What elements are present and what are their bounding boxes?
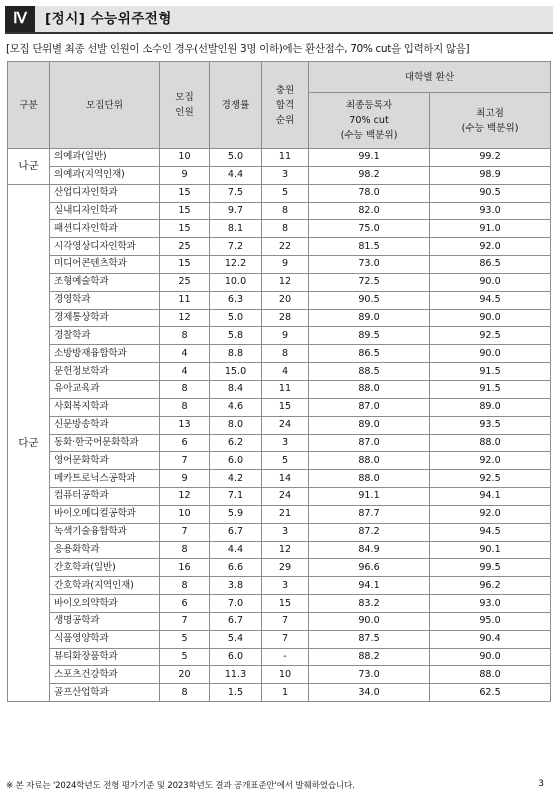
- ratio-cell: 11.3: [210, 666, 262, 684]
- waitlist-cell: 15: [262, 398, 309, 416]
- max-score-cell: 92.0: [430, 452, 551, 470]
- quota-cell: 8: [160, 541, 210, 559]
- table-row: [8, 595, 551, 613]
- ratio-cell: 8.0: [210, 416, 262, 434]
- waitlist-cell: 11: [262, 149, 309, 167]
- cut70-cell: 98.2: [309, 166, 430, 184]
- ratio-cell: 6.7: [210, 612, 262, 630]
- max-score-cell: 86.5: [430, 256, 551, 274]
- waitlist-cell: 20: [262, 291, 309, 309]
- waitlist-cell: 4: [262, 363, 309, 381]
- cut70-cell: 89.0: [309, 309, 430, 327]
- header-ratio: 경쟁률: [210, 62, 262, 149]
- quota-cell: 5: [160, 630, 210, 648]
- table-row: [8, 470, 551, 488]
- dept-cell: 신문방송학과: [50, 416, 160, 434]
- cut70-cell: 89.5: [309, 327, 430, 345]
- max-score-cell: 91.5: [430, 380, 551, 398]
- quota-cell: 7: [160, 452, 210, 470]
- max-score-cell: 93.0: [430, 595, 551, 613]
- header-group: 구분: [8, 62, 50, 149]
- dept-cell: 조형예술학과: [50, 273, 160, 291]
- waitlist-cell: 3: [262, 523, 309, 541]
- dept-cell: 영어문화학과: [50, 452, 160, 470]
- quota-cell: 16: [160, 559, 210, 577]
- waitlist-cell: 8: [262, 220, 309, 238]
- cut70-cell: 88.0: [309, 452, 430, 470]
- table-row: [8, 327, 551, 345]
- waitlist-cell: 15: [262, 595, 309, 613]
- table-row: [8, 345, 551, 363]
- cut70-cell: 75.0: [309, 220, 430, 238]
- dept-cell: 소방방재융합학과: [50, 345, 160, 363]
- cut70-cell: 90.5: [309, 291, 430, 309]
- dept-cell: 메카트로닉스공학과: [50, 470, 160, 488]
- max-score-cell: 90.5: [430, 184, 551, 202]
- dept-cell: 동화·한국어문화학과: [50, 434, 160, 452]
- ratio-cell: 8.8: [210, 345, 262, 363]
- cut70-cell: 87.7: [309, 505, 430, 523]
- ratio-cell: 7.5: [210, 184, 262, 202]
- ratio-cell: 6.7: [210, 523, 262, 541]
- cut70-cell: 78.0: [309, 184, 430, 202]
- max-score-cell: 95.0: [430, 612, 551, 630]
- cut70-cell: 83.2: [309, 595, 430, 613]
- ratio-cell: 5.0: [210, 309, 262, 327]
- ratio-cell: 6.0: [210, 648, 262, 666]
- cut70-cell: 73.0: [309, 256, 430, 274]
- max-score-cell: 90.0: [430, 648, 551, 666]
- quota-cell: 12: [160, 309, 210, 327]
- max-score-cell: 94.5: [430, 291, 551, 309]
- table-row: [8, 202, 551, 220]
- dept-cell: 경찰학과: [50, 327, 160, 345]
- table-row: [8, 149, 551, 167]
- max-score-cell: 92.0: [430, 505, 551, 523]
- quota-cell: 8: [160, 398, 210, 416]
- table-row: [8, 434, 551, 452]
- dept-cell: 유아교육과: [50, 380, 160, 398]
- dept-cell: 바이오메디컬공학과: [50, 505, 160, 523]
- quota-cell: 10: [160, 149, 210, 167]
- quota-cell: 8: [160, 380, 210, 398]
- max-score-cell: 90.4: [430, 630, 551, 648]
- max-score-cell: 93.5: [430, 416, 551, 434]
- ratio-cell: 6.6: [210, 559, 262, 577]
- max-score-cell: 62.5: [430, 684, 551, 702]
- cut70-cell: 90.0: [309, 612, 430, 630]
- quota-cell: 9: [160, 166, 210, 184]
- quota-cell: 12: [160, 488, 210, 506]
- dept-cell: 뷰티화장품학과: [50, 648, 160, 666]
- table-row: [8, 238, 551, 256]
- ratio-cell: 10.0: [210, 273, 262, 291]
- max-score-cell: 89.0: [430, 398, 551, 416]
- table-row: [8, 648, 551, 666]
- header-waitlist: 충원 합격 순위: [262, 62, 309, 149]
- waitlist-cell: 5: [262, 184, 309, 202]
- quota-cell: 8: [160, 684, 210, 702]
- cut70-cell: 82.0: [309, 202, 430, 220]
- quota-cell: 8: [160, 327, 210, 345]
- max-score-cell: 88.0: [430, 666, 551, 684]
- waitlist-cell: 3: [262, 434, 309, 452]
- ratio-cell: 7.1: [210, 488, 262, 506]
- dept-cell: 간호학과(지역인재): [50, 577, 160, 595]
- ratio-cell: 3.8: [210, 577, 262, 595]
- quota-cell: 13: [160, 416, 210, 434]
- quota-cell: 6: [160, 595, 210, 613]
- quota-cell: 5: [160, 648, 210, 666]
- waitlist-cell: 22: [262, 238, 309, 256]
- ratio-cell: 15.0: [210, 363, 262, 381]
- max-score-cell: 93.0: [430, 202, 551, 220]
- ratio-cell: 12.2: [210, 256, 262, 274]
- cut70-cell: 94.1: [309, 577, 430, 595]
- waitlist-cell: 3: [262, 577, 309, 595]
- dept-cell: 패션디자인학과: [50, 220, 160, 238]
- quota-cell: 15: [160, 220, 210, 238]
- ratio-cell: 1.5: [210, 684, 262, 702]
- max-score-cell: 92.5: [430, 470, 551, 488]
- table-row: [8, 523, 551, 541]
- quota-cell: 15: [160, 202, 210, 220]
- quota-cell: 15: [160, 256, 210, 274]
- page-number: 3: [538, 779, 544, 789]
- waitlist-cell: 9: [262, 256, 309, 274]
- table-row: [8, 220, 551, 238]
- table-body: [8, 149, 551, 702]
- cut70-cell: 99.1: [309, 149, 430, 167]
- max-score-cell: 99.2: [430, 149, 551, 167]
- quota-cell: 4: [160, 345, 210, 363]
- ratio-cell: 6.2: [210, 434, 262, 452]
- table-row: [8, 184, 551, 202]
- dept-cell: 간호학과(일반): [50, 559, 160, 577]
- section-header: [5, 6, 553, 34]
- table-row: [8, 398, 551, 416]
- table-row: [8, 505, 551, 523]
- max-score-cell: 96.2: [430, 577, 551, 595]
- dept-cell: 골프산업학과: [50, 684, 160, 702]
- footer-note: ※ 본 자료는 '2024학년도 전형 평가기준 및 2023학년도 결과 공개표준안'에서 발췌하였습니다.: [6, 781, 355, 791]
- waitlist-cell: 1: [262, 684, 309, 702]
- waitlist-cell: 24: [262, 416, 309, 434]
- dept-cell: 경제통상학과: [50, 309, 160, 327]
- table-row: [8, 256, 551, 274]
- max-score-cell: 91.0: [430, 220, 551, 238]
- quota-cell: 11: [160, 291, 210, 309]
- group-label: 다군: [8, 184, 50, 701]
- ratio-cell: 9.7: [210, 202, 262, 220]
- dept-cell: 시각영상디자인학과: [50, 238, 160, 256]
- ratio-cell: 7.2: [210, 238, 262, 256]
- table-row: [8, 363, 551, 381]
- waitlist-cell: 7: [262, 630, 309, 648]
- ratio-cell: 4.4: [210, 166, 262, 184]
- table-row: [8, 684, 551, 702]
- waitlist-cell: 10: [262, 666, 309, 684]
- dept-cell: 식품영양학과: [50, 630, 160, 648]
- max-score-cell: 99.5: [430, 559, 551, 577]
- table-row: [8, 166, 551, 184]
- ratio-cell: 4.2: [210, 470, 262, 488]
- quota-cell: 15: [160, 184, 210, 202]
- max-score-cell: 90.0: [430, 345, 551, 363]
- max-score-cell: 88.0: [430, 434, 551, 452]
- waitlist-cell: 9: [262, 327, 309, 345]
- header-quota: 모집 인원: [160, 62, 210, 149]
- dept-cell: 사회복지학과: [50, 398, 160, 416]
- waitlist-cell: 8: [262, 202, 309, 220]
- waitlist-cell: 3: [262, 166, 309, 184]
- ratio-cell: 7.0: [210, 595, 262, 613]
- max-score-cell: 90.0: [430, 309, 551, 327]
- max-score-cell: 92.5: [430, 327, 551, 345]
- table-row: [8, 541, 551, 559]
- dept-cell: 바이오의약학과: [50, 595, 160, 613]
- ratio-cell: 5.4: [210, 630, 262, 648]
- waitlist-cell: 21: [262, 505, 309, 523]
- waitlist-cell: 12: [262, 273, 309, 291]
- table-row: [8, 416, 551, 434]
- waitlist-cell: 29: [262, 559, 309, 577]
- quota-cell: 25: [160, 273, 210, 291]
- header-max-score: 최고점 (수능 백분위): [430, 93, 551, 149]
- cut70-cell: 72.5: [309, 273, 430, 291]
- cut70-cell: 87.0: [309, 398, 430, 416]
- waitlist-cell: 14: [262, 470, 309, 488]
- cut70-cell: 86.5: [309, 345, 430, 363]
- max-score-cell: 98.9: [430, 166, 551, 184]
- dept-cell: 스포츠건강학과: [50, 666, 160, 684]
- quota-cell: 7: [160, 612, 210, 630]
- group-label: 나군: [8, 149, 50, 185]
- cut70-cell: 34.0: [309, 684, 430, 702]
- table-note: [모집 단위별 최종 선발 인원이 소수인 경우(선발인원 3명 이하)에는 환산점수, 70% cut을 입력하지 않음]: [6, 43, 470, 55]
- table-row: [8, 273, 551, 291]
- dept-cell: 경영학과: [50, 291, 160, 309]
- admission-results-table: [7, 61, 551, 702]
- cut70-cell: 88.2: [309, 648, 430, 666]
- table-row: [8, 452, 551, 470]
- waitlist-cell: 28: [262, 309, 309, 327]
- max-score-cell: 90.0: [430, 273, 551, 291]
- cut70-cell: 96.6: [309, 559, 430, 577]
- waitlist-cell: 7: [262, 612, 309, 630]
- table-row: [8, 630, 551, 648]
- cut70-cell: 84.9: [309, 541, 430, 559]
- max-score-cell: 94.5: [430, 523, 551, 541]
- cut70-cell: 87.5: [309, 630, 430, 648]
- dept-cell: 응용화학과: [50, 541, 160, 559]
- quota-cell: 9: [160, 470, 210, 488]
- dept-cell: 녹색기술융합학과: [50, 523, 160, 541]
- dept-cell: 문헌정보학과: [50, 363, 160, 381]
- waitlist-cell: 12: [262, 541, 309, 559]
- ratio-cell: 5.9: [210, 505, 262, 523]
- dept-cell: 컴퓨터공학과: [50, 488, 160, 506]
- cut70-cell: 88.0: [309, 380, 430, 398]
- cut70-cell: 91.1: [309, 488, 430, 506]
- cut70-cell: 88.5: [309, 363, 430, 381]
- ratio-cell: 8.4: [210, 380, 262, 398]
- table-row: [8, 612, 551, 630]
- header-converted: 대학별 환산: [309, 62, 551, 93]
- ratio-cell: 4.6: [210, 398, 262, 416]
- ratio-cell: 4.4: [210, 541, 262, 559]
- cut70-cell: 89.0: [309, 416, 430, 434]
- header-final-cut: 최종등록자 70% cut (수능 백분위): [309, 93, 430, 149]
- quota-cell: 7: [160, 523, 210, 541]
- quota-cell: 6: [160, 434, 210, 452]
- quota-cell: 25: [160, 238, 210, 256]
- cut70-cell: 87.2: [309, 523, 430, 541]
- table-row: [8, 309, 551, 327]
- waitlist-cell: 5: [262, 452, 309, 470]
- quota-cell: 8: [160, 577, 210, 595]
- table-row: [8, 488, 551, 506]
- header-dept: 모집단위: [50, 62, 160, 149]
- waitlist-cell: -: [262, 648, 309, 666]
- max-score-cell: 91.5: [430, 363, 551, 381]
- table-row: [8, 291, 551, 309]
- waitlist-cell: 8: [262, 345, 309, 363]
- quota-cell: 10: [160, 505, 210, 523]
- dept-cell: 의예과(일반): [50, 149, 160, 167]
- dept-cell: 실내디자인학과: [50, 202, 160, 220]
- ratio-cell: 8.1: [210, 220, 262, 238]
- max-score-cell: 90.1: [430, 541, 551, 559]
- quota-cell: 20: [160, 666, 210, 684]
- dept-cell: 생명공학과: [50, 612, 160, 630]
- dept-cell: 의예과(지역인재): [50, 166, 160, 184]
- cut70-cell: 87.0: [309, 434, 430, 452]
- cut70-cell: 88.0: [309, 470, 430, 488]
- ratio-cell: 6.0: [210, 452, 262, 470]
- cut70-cell: 73.0: [309, 666, 430, 684]
- section-number-badge: Ⅳ: [5, 6, 35, 32]
- table-row: [8, 559, 551, 577]
- max-score-cell: 92.0: [430, 238, 551, 256]
- waitlist-cell: 24: [262, 488, 309, 506]
- dept-cell: 산업디자인학과: [50, 184, 160, 202]
- max-score-cell: 94.1: [430, 488, 551, 506]
- cut70-cell: 81.5: [309, 238, 430, 256]
- ratio-cell: 6.3: [210, 291, 262, 309]
- ratio-cell: 5.8: [210, 327, 262, 345]
- table-row: [8, 666, 551, 684]
- ratio-cell: 5.0: [210, 149, 262, 167]
- table-row: [8, 577, 551, 595]
- waitlist-cell: 11: [262, 380, 309, 398]
- quota-cell: 4: [160, 363, 210, 381]
- dept-cell: 미디어콘텐츠학과: [50, 256, 160, 274]
- table-row: [8, 380, 551, 398]
- section-title: [정시] 수능위주전형: [45, 11, 172, 27]
